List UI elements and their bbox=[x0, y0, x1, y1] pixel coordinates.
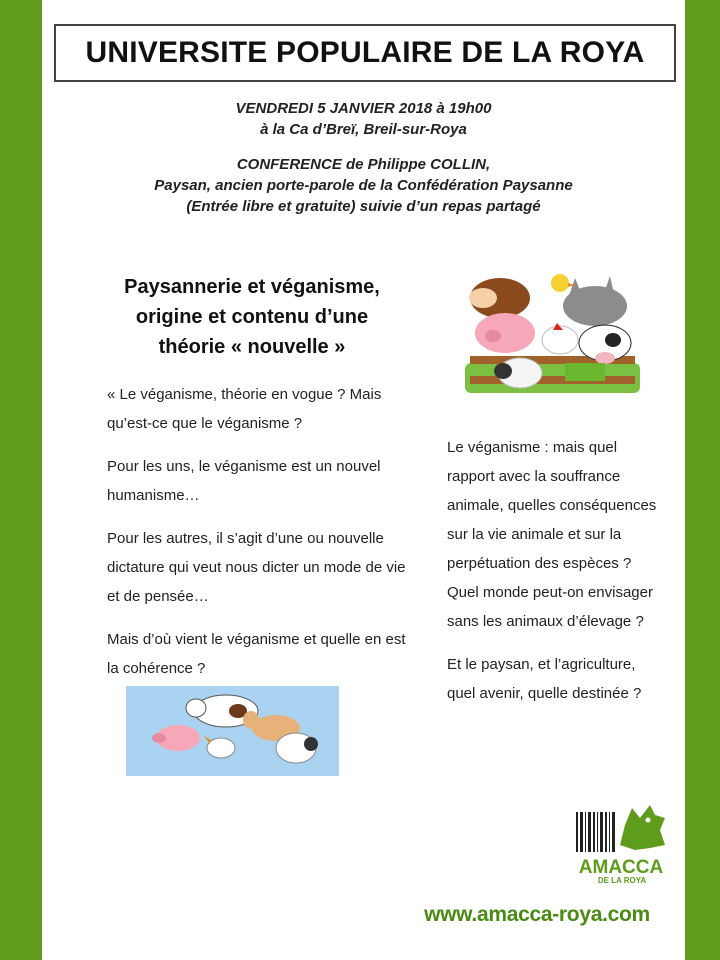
conference-line: CONFERENCE de Philippe COLLIN, bbox=[236, 156, 491, 173]
conference-title-line3: théorie « nouvelle » bbox=[158, 336, 346, 358]
event-date: VENDREDI 5 JANVIER 2018 à 19h00 bbox=[235, 100, 492, 117]
entry-line: (Entrée libre et gratuite) suivie d’un repas partagé bbox=[186, 198, 541, 215]
logo-name: AMACCA bbox=[578, 857, 664, 878]
flyer-page bbox=[42, 0, 685, 960]
right-column-text bbox=[447, 433, 667, 722]
left-paragraph-4: Mais d’où vient le véganisme et quelle en est la cohérence ? bbox=[107, 631, 406, 677]
speaker-line: Paysan, ancien porte-parole de la Confédération Paysanne bbox=[154, 177, 573, 194]
event-details bbox=[42, 98, 685, 217]
event-place: à la Ca d’Breï, Breil-sur-Roya bbox=[260, 121, 467, 138]
right-paragraph-2: Et le paysan, et l’agriculture, quel avenir, quelle destinée ? bbox=[447, 656, 642, 702]
right-paragraph-1: Le véganisme : mais quel rapport avec la souffrance animale, quelles conséquences sur la vie animale et sur la perpétuation des espèces ? Quel monde peut-on envisager sans les animaux d’élevage ? bbox=[447, 439, 657, 630]
conference-title-line2: origine et contenu d’une bbox=[135, 306, 369, 328]
left-paragraph-2: Pour les uns, le véganisme est un nouvel humanisme… bbox=[107, 458, 381, 504]
logo-subtitle: DE LA ROYA bbox=[597, 876, 647, 885]
left-paragraph-1: « Le véganisme, théorie en vogue ? Mais qu’est-ce que le véganisme ? bbox=[107, 386, 382, 432]
website-link[interactable]: www.amacca-roya.com bbox=[424, 903, 650, 926]
animals-illustration bbox=[126, 686, 339, 776]
farm-animals-illustration bbox=[465, 268, 640, 400]
conference-title-line1: Paysannerie et véganisme, bbox=[124, 276, 380, 298]
event-title: UNIVERSITE POPULAIRE DE LA ROYA bbox=[54, 24, 676, 82]
conference-title bbox=[102, 272, 402, 362]
left-paragraph-3: Pour les autres, il s’agit d’une ou nouvelle dictature qui veut nous dicter un mode de vie et de pensée… bbox=[107, 530, 406, 605]
left-column-text bbox=[107, 380, 407, 697]
